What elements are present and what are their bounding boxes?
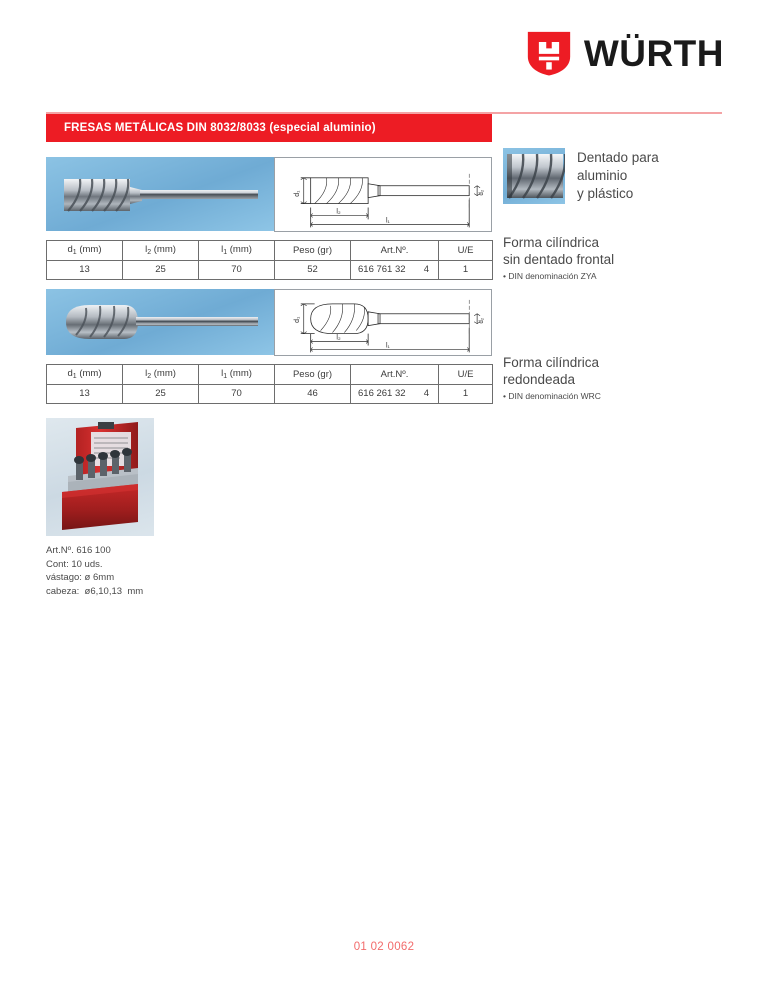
cell-d1: 13 bbox=[47, 261, 123, 280]
form-title-1 bbox=[503, 234, 753, 268]
art-check-digit: 4 bbox=[423, 388, 429, 400]
toothing-detail bbox=[503, 148, 753, 204]
rounded-cylindrical-burr-drawing bbox=[274, 289, 492, 356]
header-ue: U/E bbox=[439, 241, 493, 261]
wurth-shield-icon bbox=[526, 30, 572, 76]
form-line: Forma cilíndrica bbox=[503, 355, 600, 370]
svg-text:d₁: d₁ bbox=[293, 316, 301, 323]
brand-logo bbox=[526, 30, 724, 76]
kit-quantity: Cont: 10 uds. bbox=[46, 558, 103, 570]
din-note-1: • DIN denominación ZYA bbox=[503, 271, 597, 281]
media-row bbox=[46, 289, 492, 356]
spec-table-1 bbox=[46, 240, 493, 280]
header-peso: Peso (gr) bbox=[275, 241, 351, 261]
header-ue: U/E bbox=[439, 365, 493, 385]
art-number: 616 761 32 bbox=[358, 264, 406, 276]
cell-l1: 70 bbox=[199, 385, 275, 404]
cell-art bbox=[351, 385, 439, 404]
media-row bbox=[46, 157, 492, 232]
kit-art-number: Art.Nº. 616 100 bbox=[46, 545, 111, 556]
brand-name: WÜRTH bbox=[583, 32, 724, 74]
burr-set-red-case-photo bbox=[46, 418, 154, 536]
cell-l2: 25 bbox=[123, 385, 199, 404]
cell-ue: 1 bbox=[439, 261, 493, 280]
form-line: redondeada bbox=[503, 372, 576, 387]
cell-d1: 13 bbox=[47, 385, 123, 404]
table-header-row bbox=[47, 365, 493, 385]
caption-line: Dentado para bbox=[577, 150, 659, 165]
toothing-caption bbox=[577, 148, 659, 203]
header-art: Art.Nº. bbox=[351, 241, 439, 261]
description-block-1 bbox=[503, 148, 753, 283]
svg-text:l₁: l₁ bbox=[385, 217, 390, 225]
section-banner bbox=[46, 114, 492, 142]
cylindrical-burr-drawing bbox=[274, 157, 492, 232]
header-l1: $l_1$ (mm) bbox=[199, 241, 275, 261]
cell-peso: 52 bbox=[275, 261, 351, 280]
spec-table-2 bbox=[46, 364, 493, 404]
kit-head: cabeza: ø6,10,13 mm bbox=[46, 585, 144, 597]
cell-ue: 1 bbox=[439, 385, 493, 404]
burr-teeth-closeup bbox=[503, 148, 565, 204]
table-row bbox=[47, 385, 493, 404]
cell-art bbox=[351, 261, 439, 280]
rounded-cylindrical-burr-photo bbox=[46, 289, 274, 355]
cylindrical-burr-photo bbox=[46, 157, 274, 231]
svg-text:l₂: l₂ bbox=[336, 334, 341, 342]
header-l2: $l_2$ (mm) bbox=[123, 365, 199, 385]
cell-l2: 25 bbox=[123, 261, 199, 280]
din-note-2: • DIN denominación WRC bbox=[503, 391, 601, 401]
caption-line: y plástico bbox=[577, 186, 634, 201]
form-line: Forma cilíndrica bbox=[503, 235, 600, 250]
cell-peso: 46 bbox=[275, 385, 351, 404]
header-l1: $l_1$ (mm) bbox=[199, 365, 275, 385]
art-number: 616 261 32 bbox=[358, 388, 406, 400]
table-header-row bbox=[47, 241, 493, 261]
page-title: FRESAS METÁLICAS DIN 8032/8033 (especial aluminio) bbox=[64, 122, 376, 134]
description-block-2 bbox=[503, 354, 753, 403]
svg-text:d₁: d₁ bbox=[293, 190, 301, 197]
header-d1: $d_1$ (mm) bbox=[47, 241, 123, 261]
header-peso: Peso (gr) bbox=[275, 365, 351, 385]
form-title-2 bbox=[503, 354, 753, 388]
product-block-1 bbox=[46, 157, 492, 280]
caption-line: aluminio bbox=[577, 168, 628, 183]
svg-text:l₁: l₁ bbox=[385, 342, 390, 350]
cell-l1: 70 bbox=[199, 261, 275, 280]
svg-text:l₂: l₂ bbox=[336, 208, 341, 216]
header-art: Art.Nº. bbox=[351, 365, 439, 385]
table-row bbox=[47, 261, 493, 280]
form-line: sin dentado frontal bbox=[503, 252, 615, 267]
header-l2: $l_2$ (mm) bbox=[123, 241, 199, 261]
product-block-2 bbox=[46, 289, 492, 404]
header-d1: $d_1$ (mm) bbox=[47, 365, 123, 385]
svg-text:d₂: d₂ bbox=[479, 189, 486, 196]
kit-caption bbox=[46, 544, 143, 598]
svg-text:d₂: d₂ bbox=[479, 317, 486, 324]
kit-shank: vástago: ø 6mm bbox=[46, 572, 115, 583]
art-check-digit: 4 bbox=[423, 264, 429, 276]
page-footer: 01 02 0062 bbox=[353, 941, 415, 953]
